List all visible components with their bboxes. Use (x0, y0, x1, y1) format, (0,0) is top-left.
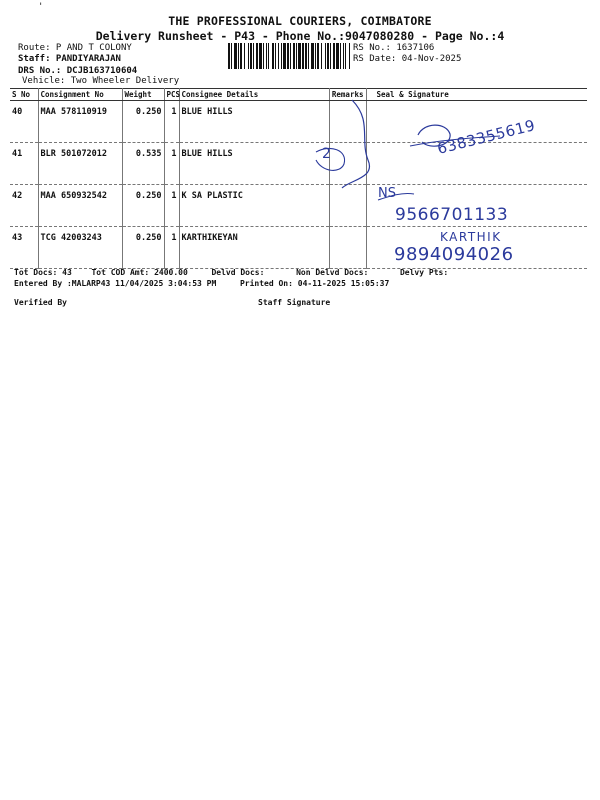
runsheet-title: Delivery Runsheet - P43 - Phone No.:9047080280 - Page No.:4 (95, 29, 505, 43)
col-sno-header: S No (10, 89, 38, 101)
col-remarks-header: Remarks (329, 89, 366, 101)
col-signature-header: Seal & Signature (366, 89, 587, 101)
col-pcs-header: PCS (164, 89, 179, 101)
printed-on: Printed On: 04-11-2025 15:05:37 (239, 279, 390, 288)
vehicle-label: Vehicle: Two Wheeler Delivery (22, 76, 180, 86)
cell-signature (366, 143, 587, 185)
delvd-docs: Delvd Docs: (211, 268, 265, 277)
cell-weight: 0.535 (122, 143, 164, 185)
cell-remarks (329, 101, 366, 143)
cell-consignment: TCG 42003243 (38, 227, 122, 269)
handwritten-ns-mark: NS (378, 186, 396, 201)
staff-label: Staff: PANDIYARAJAN (18, 54, 121, 64)
col-consignment-header: Consignment No (38, 89, 122, 101)
cell-weight: 0.250 (122, 227, 164, 269)
entered-by: Entered By :MALARP43 11/04/2025 3:04:53 PM (14, 279, 217, 288)
verified-by-label: Verified By (14, 298, 67, 307)
cell-sno: 43 (10, 227, 38, 269)
corner-mark: ' (38, 2, 44, 12)
non-delvd-docs: Non Delvd Docs: (296, 268, 369, 277)
table-row (10, 143, 587, 185)
cell-weight: 0.250 (122, 101, 164, 143)
tot-cod-amount: Tot COD Amt: 2400.00 (91, 268, 188, 277)
cell-consignee: BLUE HILLS (179, 101, 329, 143)
col-weight-header: Weight (122, 89, 164, 101)
cell-pcs: 1 (164, 143, 179, 185)
cell-weight: 0.250 (122, 185, 164, 227)
barcode-image (228, 43, 350, 69)
drs-number: DRS No.: DCJB163710604 (18, 66, 138, 76)
col-consignee-header: Consignee Details (179, 89, 329, 101)
handwritten-phone-3: 9894094026 (394, 244, 514, 265)
staff-signature-label: Staff Signature (258, 298, 331, 307)
cell-consignee: KARTHIKEYAN (179, 227, 329, 269)
route-label: Route: P AND T COLONY (18, 43, 132, 53)
rs-date: RS Date: 04-Nov-2025 (353, 54, 462, 64)
cell-remarks (329, 185, 366, 227)
cell-consignment: MAA 578110919 (38, 101, 122, 143)
delvy-pts: Delvy Pts: (399, 268, 449, 277)
handwritten-phone-2: 9566701133 (395, 205, 509, 225)
cell-pcs: 1 (164, 101, 179, 143)
cell-pcs: 1 (164, 227, 179, 269)
handwritten-phone-1: 6383355619 (435, 116, 538, 158)
cell-pcs: 1 (164, 185, 179, 227)
cell-consignment: BLR 501072012 (38, 143, 122, 185)
table-header-row (10, 89, 587, 101)
cell-sno: 41 (10, 143, 38, 185)
handwritten-remark-mark: 2 (322, 146, 331, 162)
cell-sno: 42 (10, 185, 38, 227)
totals-line (14, 268, 594, 277)
handwritten-name: KARTHIK (440, 230, 502, 244)
cell-consignee: K SA PLASTIC (179, 185, 329, 227)
tot-docs: Tot Docs: 43 (14, 268, 72, 277)
cell-consignment: MAA 650932542 (38, 185, 122, 227)
entry-line (14, 279, 389, 288)
cell-sno: 40 (10, 101, 38, 143)
cell-remarks (329, 227, 366, 269)
cell-consignee: BLUE HILLS (179, 143, 329, 185)
rs-number: RS No.: 1637106 (353, 43, 435, 53)
cell-remarks (329, 143, 366, 185)
company-title: THE PROFESSIONAL COURIERS, COIMBATORE (168, 14, 432, 28)
